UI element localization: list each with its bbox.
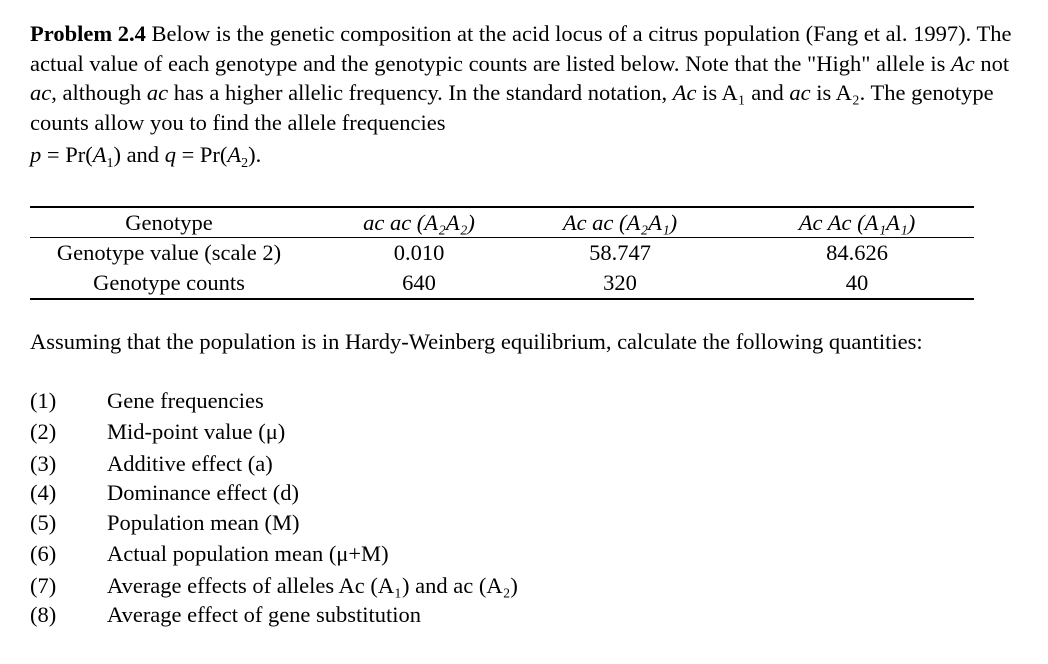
cell-value: 640 xyxy=(402,270,436,295)
list-item xyxy=(30,386,518,415)
close-2: ). xyxy=(248,142,262,167)
header-acac-a2a1 xyxy=(530,208,710,238)
list-item xyxy=(30,415,518,449)
q-symbol: q xyxy=(164,142,176,167)
allele-frequency-definition xyxy=(30,140,261,179)
intro-text-3: , although xyxy=(51,80,147,105)
question-text: Actual population mean (μ+M) xyxy=(107,541,389,567)
problem-statement xyxy=(30,19,1030,137)
pr-eq-1: = Pr( xyxy=(41,142,93,167)
question-list xyxy=(30,386,518,629)
allele-low-2: ac xyxy=(146,80,169,105)
assumption-text: Assuming that the population is in Hardy-Weinberg equilibrium, calculate the following quantities: xyxy=(30,329,923,354)
list-item xyxy=(30,537,518,571)
table-row xyxy=(30,268,974,298)
p-symbol: p xyxy=(30,142,42,167)
cell-value: 320 xyxy=(603,270,637,295)
intro-text-5: is A₁ and xyxy=(696,80,790,105)
problem-heading: Problem 2.4 xyxy=(30,21,146,46)
table-bottom-rule xyxy=(30,298,974,300)
question-text: Dominance effect (d) xyxy=(107,480,299,506)
a1-symbol: A xyxy=(92,142,107,167)
header-acac-a1a1 xyxy=(752,208,962,238)
question-number: (1) xyxy=(30,388,57,413)
list-item xyxy=(30,508,518,537)
header-genotype: Genotype xyxy=(125,210,213,235)
question-number: (5) xyxy=(30,509,57,535)
list-item xyxy=(30,449,518,478)
allele-high: Ac xyxy=(950,50,975,76)
row-label: Genotype counts xyxy=(93,270,245,295)
intro-text-2: not xyxy=(974,50,1010,76)
genotype-table xyxy=(30,206,974,300)
cell-value: 84.626 xyxy=(826,240,888,265)
a1-subscript: 1 xyxy=(106,156,114,171)
question-text: Gene frequencies xyxy=(107,388,264,413)
header-col3-text: Ac Ac (A₁A₁) xyxy=(798,210,916,235)
question-number: (2) xyxy=(30,419,57,445)
list-item xyxy=(30,571,518,600)
table-row xyxy=(30,238,974,268)
question-number: (8) xyxy=(30,601,57,627)
question-text: Average effect of gene substitution xyxy=(107,601,422,627)
question-number: (6) xyxy=(30,541,57,567)
question-text: Mid-point value (μ) xyxy=(107,419,286,445)
a2-symbol: A xyxy=(227,142,242,167)
allele-low-3: ac xyxy=(789,80,811,105)
question-text: Average effects of alleles Ac (A₁) and ac (A₂) xyxy=(107,572,518,598)
a2-subscript: 2 xyxy=(241,156,249,171)
list-item xyxy=(30,600,518,629)
question-text: Population mean (M) xyxy=(107,509,300,535)
header-col1-text: ac ac (A₂A₂) xyxy=(363,210,475,235)
list-item xyxy=(30,478,518,507)
close-1: ) and xyxy=(113,142,165,167)
question-number: (4) xyxy=(30,480,57,506)
allele-high-2: Ac xyxy=(672,80,697,105)
table-header-row xyxy=(30,208,974,237)
cell-value: 58.747 xyxy=(589,240,651,265)
allele-low: ac xyxy=(30,80,52,105)
cell-value: 40 xyxy=(845,270,869,295)
question-text: Additive effect (a) xyxy=(107,450,273,476)
question-number: (7) xyxy=(30,572,57,598)
cell-value: 0.010 xyxy=(393,240,445,265)
header-col2-text: Ac ac (A₂A₁) xyxy=(562,210,678,235)
row-label: Genotype value (scale 2) xyxy=(56,240,282,265)
intro-text-4: has a higher allelic frequency. In the standard notation, xyxy=(168,80,673,105)
intro-text-6: is A₂. The genotype counts allow you to find the allele frequencies xyxy=(30,80,994,135)
pr-eq-2: = Pr( xyxy=(175,142,228,167)
header-acac-a2a2 xyxy=(330,208,508,238)
question-number: (3) xyxy=(30,450,57,476)
intro-text-1: Below is the genetic composition at the acid locus of a citrus population (Fang et al. 1997). The actual value of each genotype and the genotypic counts are listed below. Note that the "High" allele is xyxy=(30,21,1012,76)
